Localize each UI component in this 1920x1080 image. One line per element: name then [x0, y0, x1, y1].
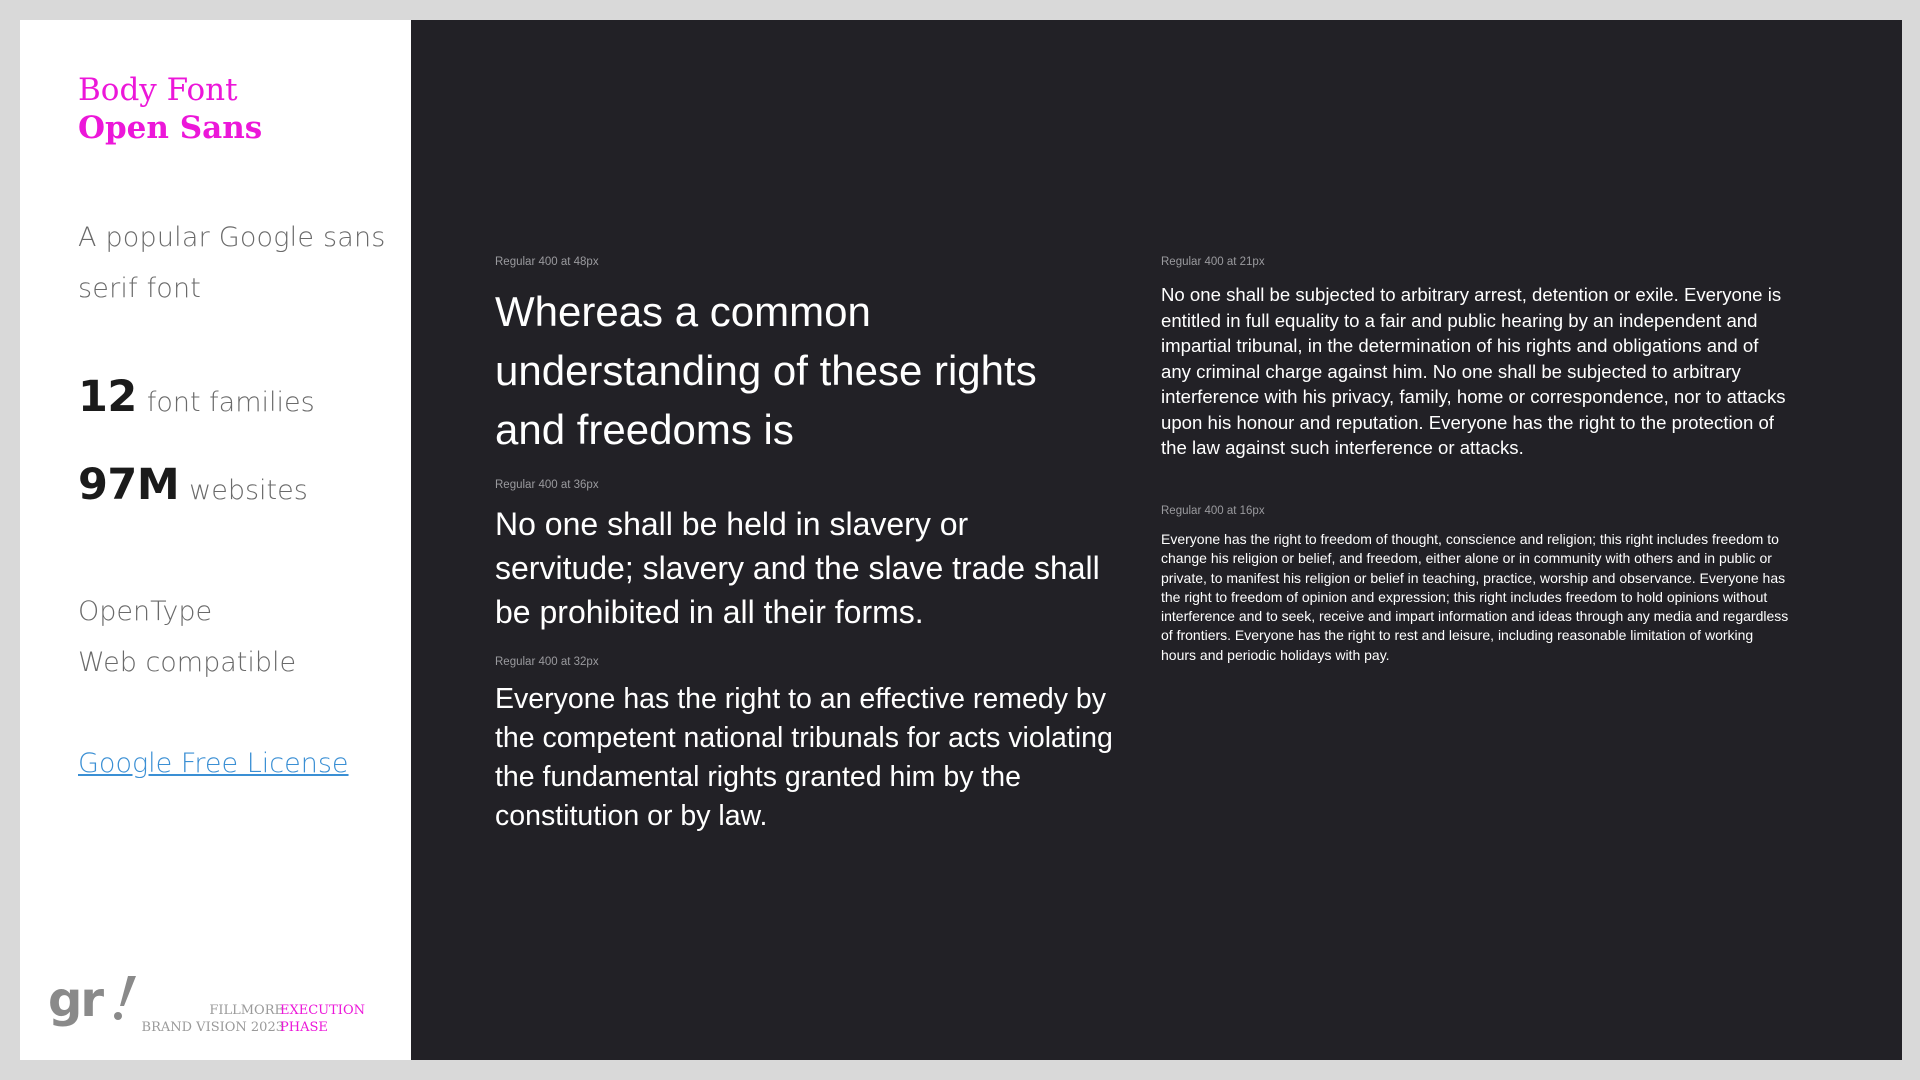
sample-text-36: No one shall be held in slavery or servitude; slavery and the slave trade shall be prohibited in all their forms.: [495, 506, 1100, 630]
sample-text-48: Whereas a common understanding of these rights and freedoms is: [495, 288, 1037, 453]
phase-line1: EXECUTION: [280, 1003, 365, 1018]
sample-label-48: Regular 400 at 48px: [495, 256, 599, 268]
feature-web-compatible: Web compatible: [78, 647, 297, 678]
sample-label-16: Regular 400 at 16px: [1161, 505, 1265, 517]
brand-logo: gr: [48, 972, 103, 1028]
license-link[interactable]: Google Free License: [78, 748, 349, 779]
phase-footer: [280, 1002, 390, 1036]
font-name-title: Open Sans: [78, 110, 263, 146]
feature-opentype: OpenType: [78, 596, 213, 627]
stat-websites: [78, 460, 308, 510]
font-description: A popular Google sans serif font: [78, 222, 386, 304]
sample-text-21: No one shall be subjected to arbitrary arrest, detention or exile. Everyone is entitled in full equality to a fair and public hearing by an independent and impartial tribunal, in the determination of his rights and obligations and of any criminal charge against him. No one shall be subjected to arbitrary interference with his privacy, family, home or correspondence, nor to attacks upon his honour and reputation. Everyone has the right to the protection of the law against such interference or attacks.: [1161, 284, 1786, 458]
sample-text-16: Everyone has the right to freedom of thought, conscience and religion; this right includes freedom to change his religion or belief, and freedom, either alone or in community with others and in public or private, to manifest his religion or belief in teaching, practice, worship and observance. Everyone has the right to freedom of opinion and expression; this right includes freedom to hold opinions without interference and to seek, receive and impart information and ideas through any media and regardless of frontiers. Everyone has the right to rest and leisure, including reasonable limitation of working hours and periodic holidays with pay.: [1161, 531, 1789, 663]
info-panel: [20, 20, 411, 1060]
sample-label-21: Regular 400 at 21px: [1161, 256, 1265, 268]
slide: [20, 20, 1902, 1060]
stat-unit: font families: [146, 387, 315, 418]
stat-unit: websites: [189, 475, 308, 506]
title-label: Body Font: [78, 72, 238, 108]
stat-number: 12: [78, 372, 137, 422]
stat-font-families: [78, 372, 315, 422]
sample-label-36: Regular 400 at 36px: [495, 479, 599, 491]
sample-text-32: Everyone has the right to an effective remedy by the competent national tribunals for acts violating the fundamental rights granted him by the constitution or by law.: [495, 683, 1113, 832]
project-subtitle: BRAND VISION 2023: [141, 1020, 284, 1035]
project-footer: [116, 1002, 284, 1036]
specimen-panel: [411, 20, 1902, 1060]
stat-number: 97M: [78, 460, 180, 510]
phase-line2: PHASE: [280, 1020, 328, 1035]
sample-label-32: Regular 400 at 32px: [495, 656, 599, 668]
project-name: FILLMORE: [209, 1003, 284, 1018]
